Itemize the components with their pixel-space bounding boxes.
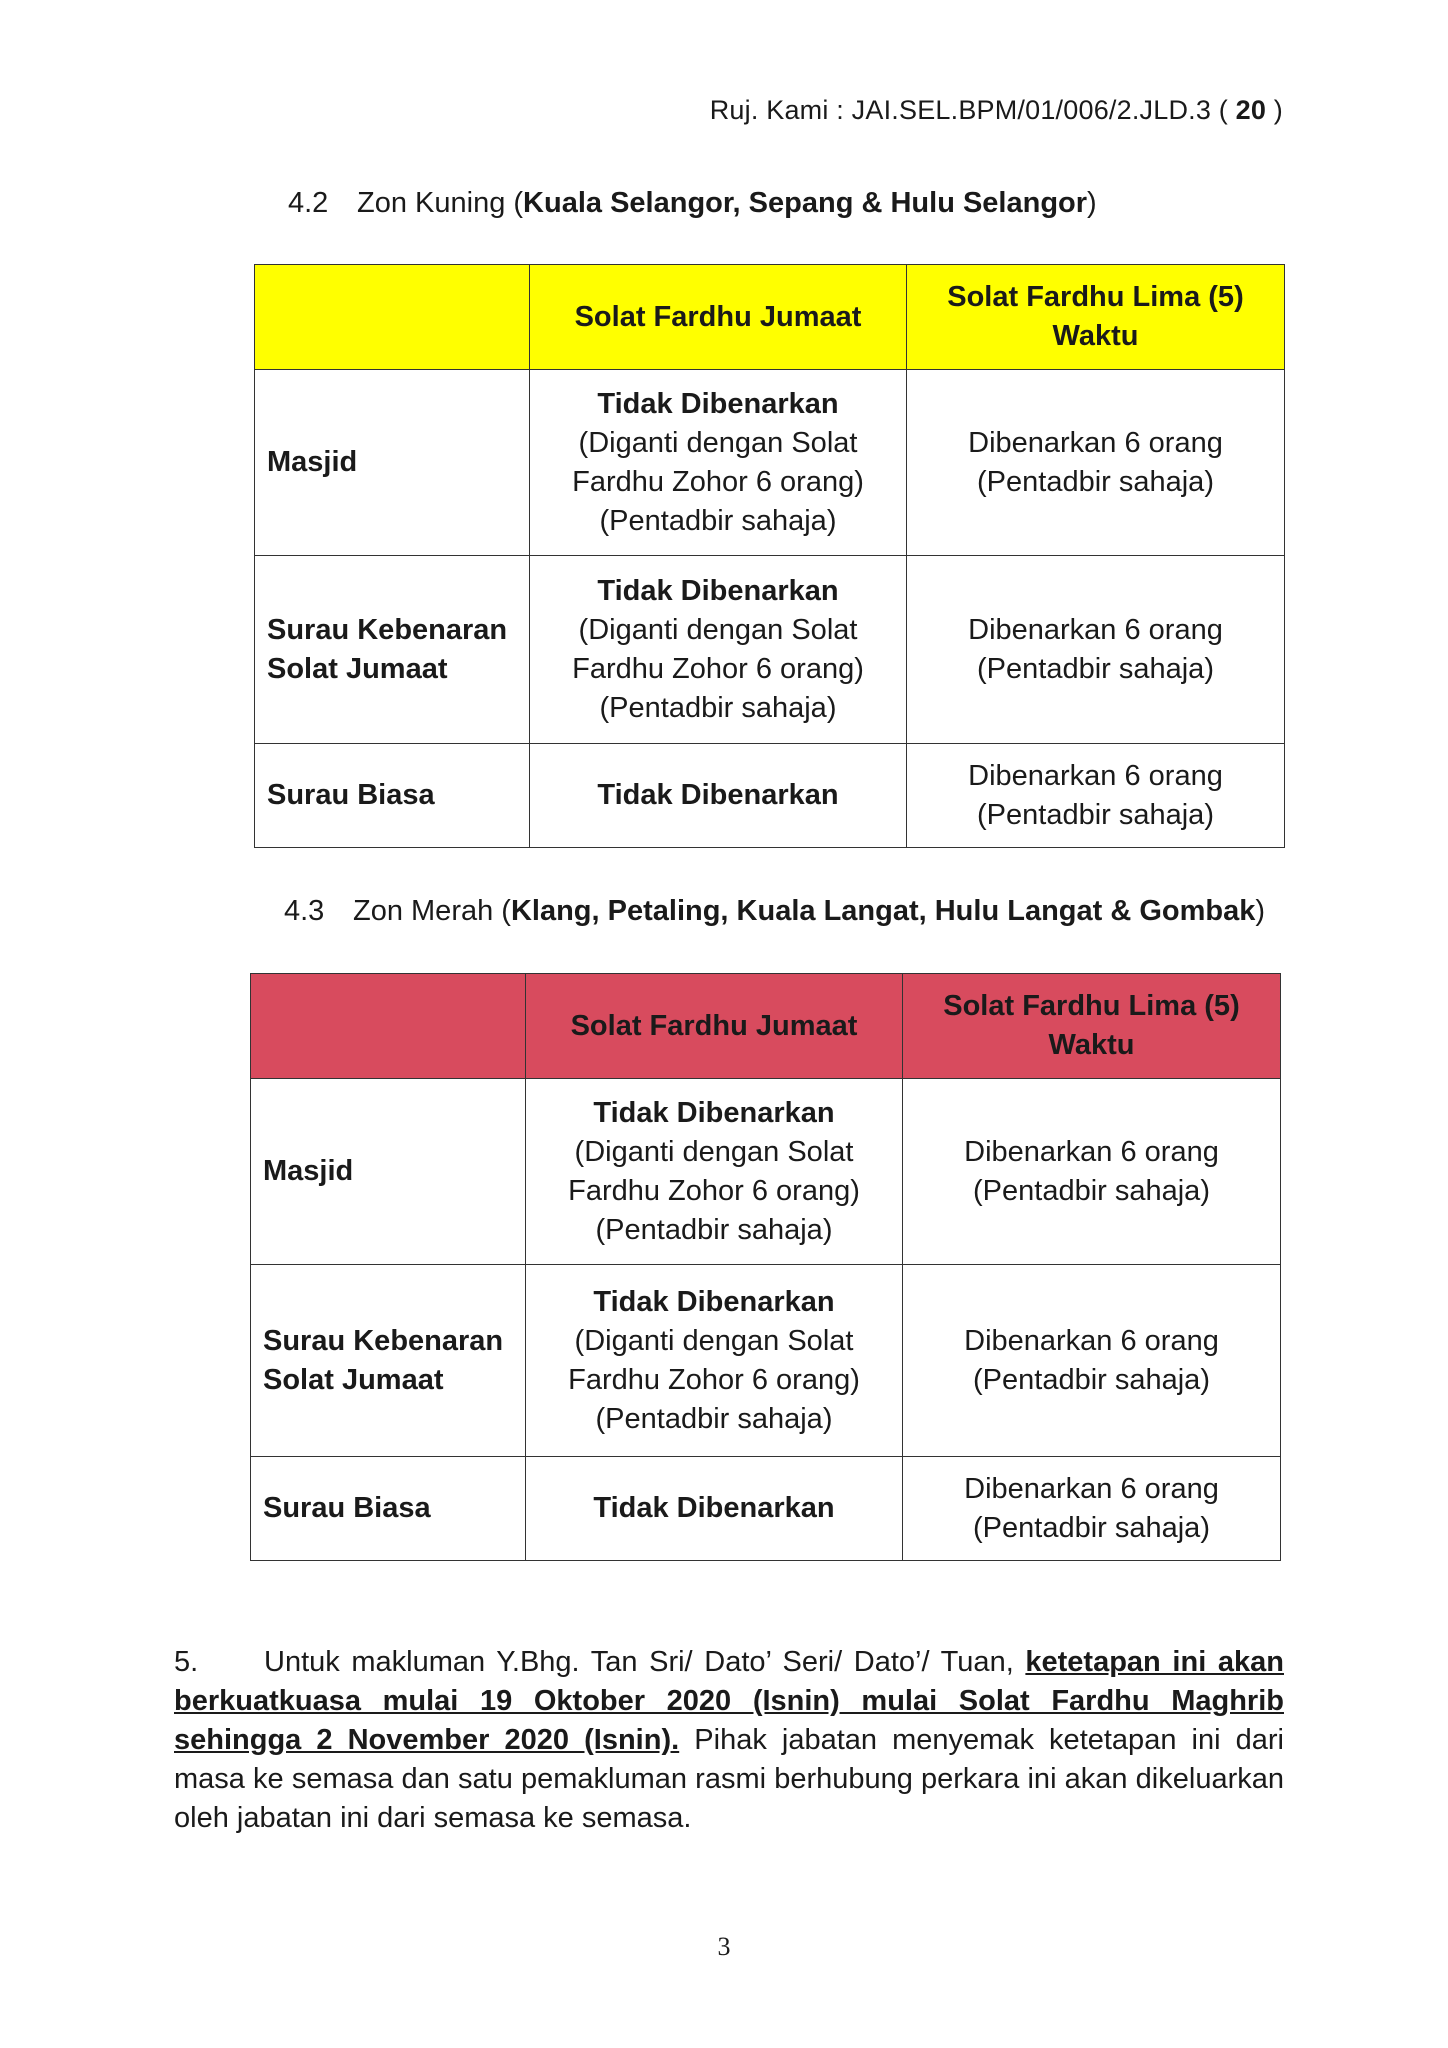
- paragraph-rest: Pihak jabatan menyemak ketetapan ini dari masa ke semasa dan satu pemakluman rasmi berhubung perkara ini akan dikeluarkan oleh jabatan ini dari semasa ke semasa.: [174, 1724, 1284, 1834]
- note-line: (Diganti dengan Solat: [578, 426, 858, 459]
- reference-number-value: 20: [1235, 95, 1267, 125]
- paragraph-intro: Untuk makluman Y.Bhg. Tan Sri/ Dato’ Seri/ Dato’/ Tuan,: [264, 1646, 1026, 1678]
- note-line: Dibenarkan 6 orang: [968, 426, 1223, 459]
- effective-date-emphasis: ketetapan ini akan berkuatkuasa mulai 19 Oktober 2020 (Isnin) mulai Solat Fardhu Maghrib sehingga 2 November 2020 (Isnin).: [174, 1646, 1284, 1756]
- lima-waktu-cell: [907, 370, 1285, 556]
- status-text: Tidak Dibenarkan: [593, 1285, 835, 1318]
- table-row: [255, 370, 1285, 556]
- row-label: Masjid: [251, 1079, 526, 1265]
- table-row: [251, 1457, 1281, 1561]
- zone-districts: Kuala Selangor, Sepang & Hulu Selangor: [523, 187, 1088, 219]
- note-line: (Diganti dengan Solat: [578, 613, 858, 646]
- row-label: Surau Biasa: [251, 1457, 526, 1561]
- note-line: Fardhu Zohor 6 orang): [572, 465, 864, 498]
- note-line: (Pentadbir sahaja): [973, 1363, 1210, 1396]
- page-number: 3: [717, 1932, 731, 1961]
- zone-title-plain: Zon Merah (: [353, 895, 511, 927]
- header-lima-waktu: Solat Fardhu Lima (5) Waktu: [903, 974, 1281, 1079]
- jumaat-cell: [530, 744, 907, 848]
- row-label: Surau Biasa: [255, 744, 530, 848]
- header-cell-empty: [255, 265, 530, 370]
- yellow-zone-table: [254, 264, 1285, 848]
- zone-districts: Klang, Petaling, Kuala Langat, Hulu Langat & Gombak: [510, 895, 1256, 927]
- jumaat-cell: [530, 556, 907, 744]
- status-text: Tidak Dibenarkan: [597, 574, 839, 607]
- table-row: [255, 744, 1285, 848]
- lima-waktu-cell: [903, 1457, 1281, 1561]
- section-number: 4.2: [288, 187, 329, 219]
- zone-title-plain: Zon Kuning (: [357, 187, 524, 219]
- lima-waktu-cell: [903, 1079, 1281, 1265]
- status-text: Tidak Dibenarkan: [597, 779, 839, 811]
- paragraph-5: [174, 1643, 1284, 1838]
- note-line: (Pentadbir sahaja): [977, 465, 1214, 498]
- lima-waktu-cell: [903, 1265, 1281, 1457]
- reference-number: [710, 95, 1283, 126]
- section-4-3-heading: [284, 895, 1265, 928]
- note-line: (Diganti dengan Solat: [574, 1324, 854, 1357]
- row-label: Surau Kebenaran Solat Jumaat: [255, 556, 530, 744]
- note-line: Fardhu Zohor 6 orang): [568, 1174, 860, 1207]
- status-text: Tidak Dibenarkan: [597, 387, 839, 420]
- section-number: 4.3: [284, 895, 325, 927]
- note-line: (Pentadbir sahaja): [973, 1174, 1210, 1207]
- reference-prefix: Ruj. Kami : JAI.SEL.BPM/01/006/2.JLD.3 (: [709, 95, 1236, 125]
- note-line: Dibenarkan 6 orang: [964, 1135, 1219, 1168]
- jumaat-cell: [526, 1265, 903, 1457]
- table-row: [251, 1265, 1281, 1457]
- note-line: Dibenarkan 6 orang: [964, 1472, 1219, 1505]
- table-row: [255, 556, 1285, 744]
- table-row: [251, 1079, 1281, 1265]
- note-line: (Pentadbir sahaja): [595, 1213, 833, 1246]
- note-line: (Pentadbir sahaja): [595, 1402, 833, 1435]
- header-lima-waktu: Solat Fardhu Lima (5) Waktu: [907, 265, 1285, 370]
- paragraph-number: 5.: [174, 1646, 199, 1678]
- header-jumaat: Solat Fardhu Jumaat: [526, 974, 903, 1079]
- note-line: Dibenarkan 6 orang: [968, 613, 1223, 646]
- note-line: (Pentadbir sahaja): [977, 798, 1214, 831]
- lima-waktu-cell: [907, 744, 1285, 848]
- jumaat-cell: [530, 370, 907, 556]
- note-line: Fardhu Zohor 6 orang): [568, 1363, 860, 1396]
- jumaat-cell: [526, 1079, 903, 1265]
- lima-waktu-cell: [907, 556, 1285, 744]
- status-text: Tidak Dibenarkan: [593, 1096, 835, 1129]
- note-line: (Pentadbir sahaja): [599, 504, 837, 537]
- zone-title-close: ): [1255, 895, 1266, 927]
- row-label: Surau Kebenaran Solat Jumaat: [251, 1265, 526, 1457]
- table-header-row: [251, 974, 1281, 1079]
- status-text: Tidak Dibenarkan: [593, 1492, 835, 1524]
- header-jumaat: Solat Fardhu Jumaat: [530, 265, 907, 370]
- note-line: Dibenarkan 6 orang: [964, 1324, 1219, 1357]
- note-line: Dibenarkan 6 orang: [968, 759, 1223, 792]
- jumaat-cell: [526, 1457, 903, 1561]
- note-line: (Diganti dengan Solat: [574, 1135, 854, 1168]
- zone-title-close: ): [1087, 187, 1097, 219]
- note-line: Fardhu Zohor 6 orang): [572, 652, 864, 685]
- red-zone-table: [250, 973, 1281, 1561]
- note-line: (Pentadbir sahaja): [599, 691, 837, 724]
- note-line: (Pentadbir sahaja): [977, 652, 1214, 685]
- note-line: (Pentadbir sahaja): [973, 1511, 1210, 1544]
- header-cell-empty: [251, 974, 526, 1079]
- reference-suffix: ): [1266, 95, 1283, 125]
- table-header-row: [255, 265, 1285, 370]
- row-label: Masjid: [255, 370, 530, 556]
- section-4-2-heading: [288, 187, 1097, 220]
